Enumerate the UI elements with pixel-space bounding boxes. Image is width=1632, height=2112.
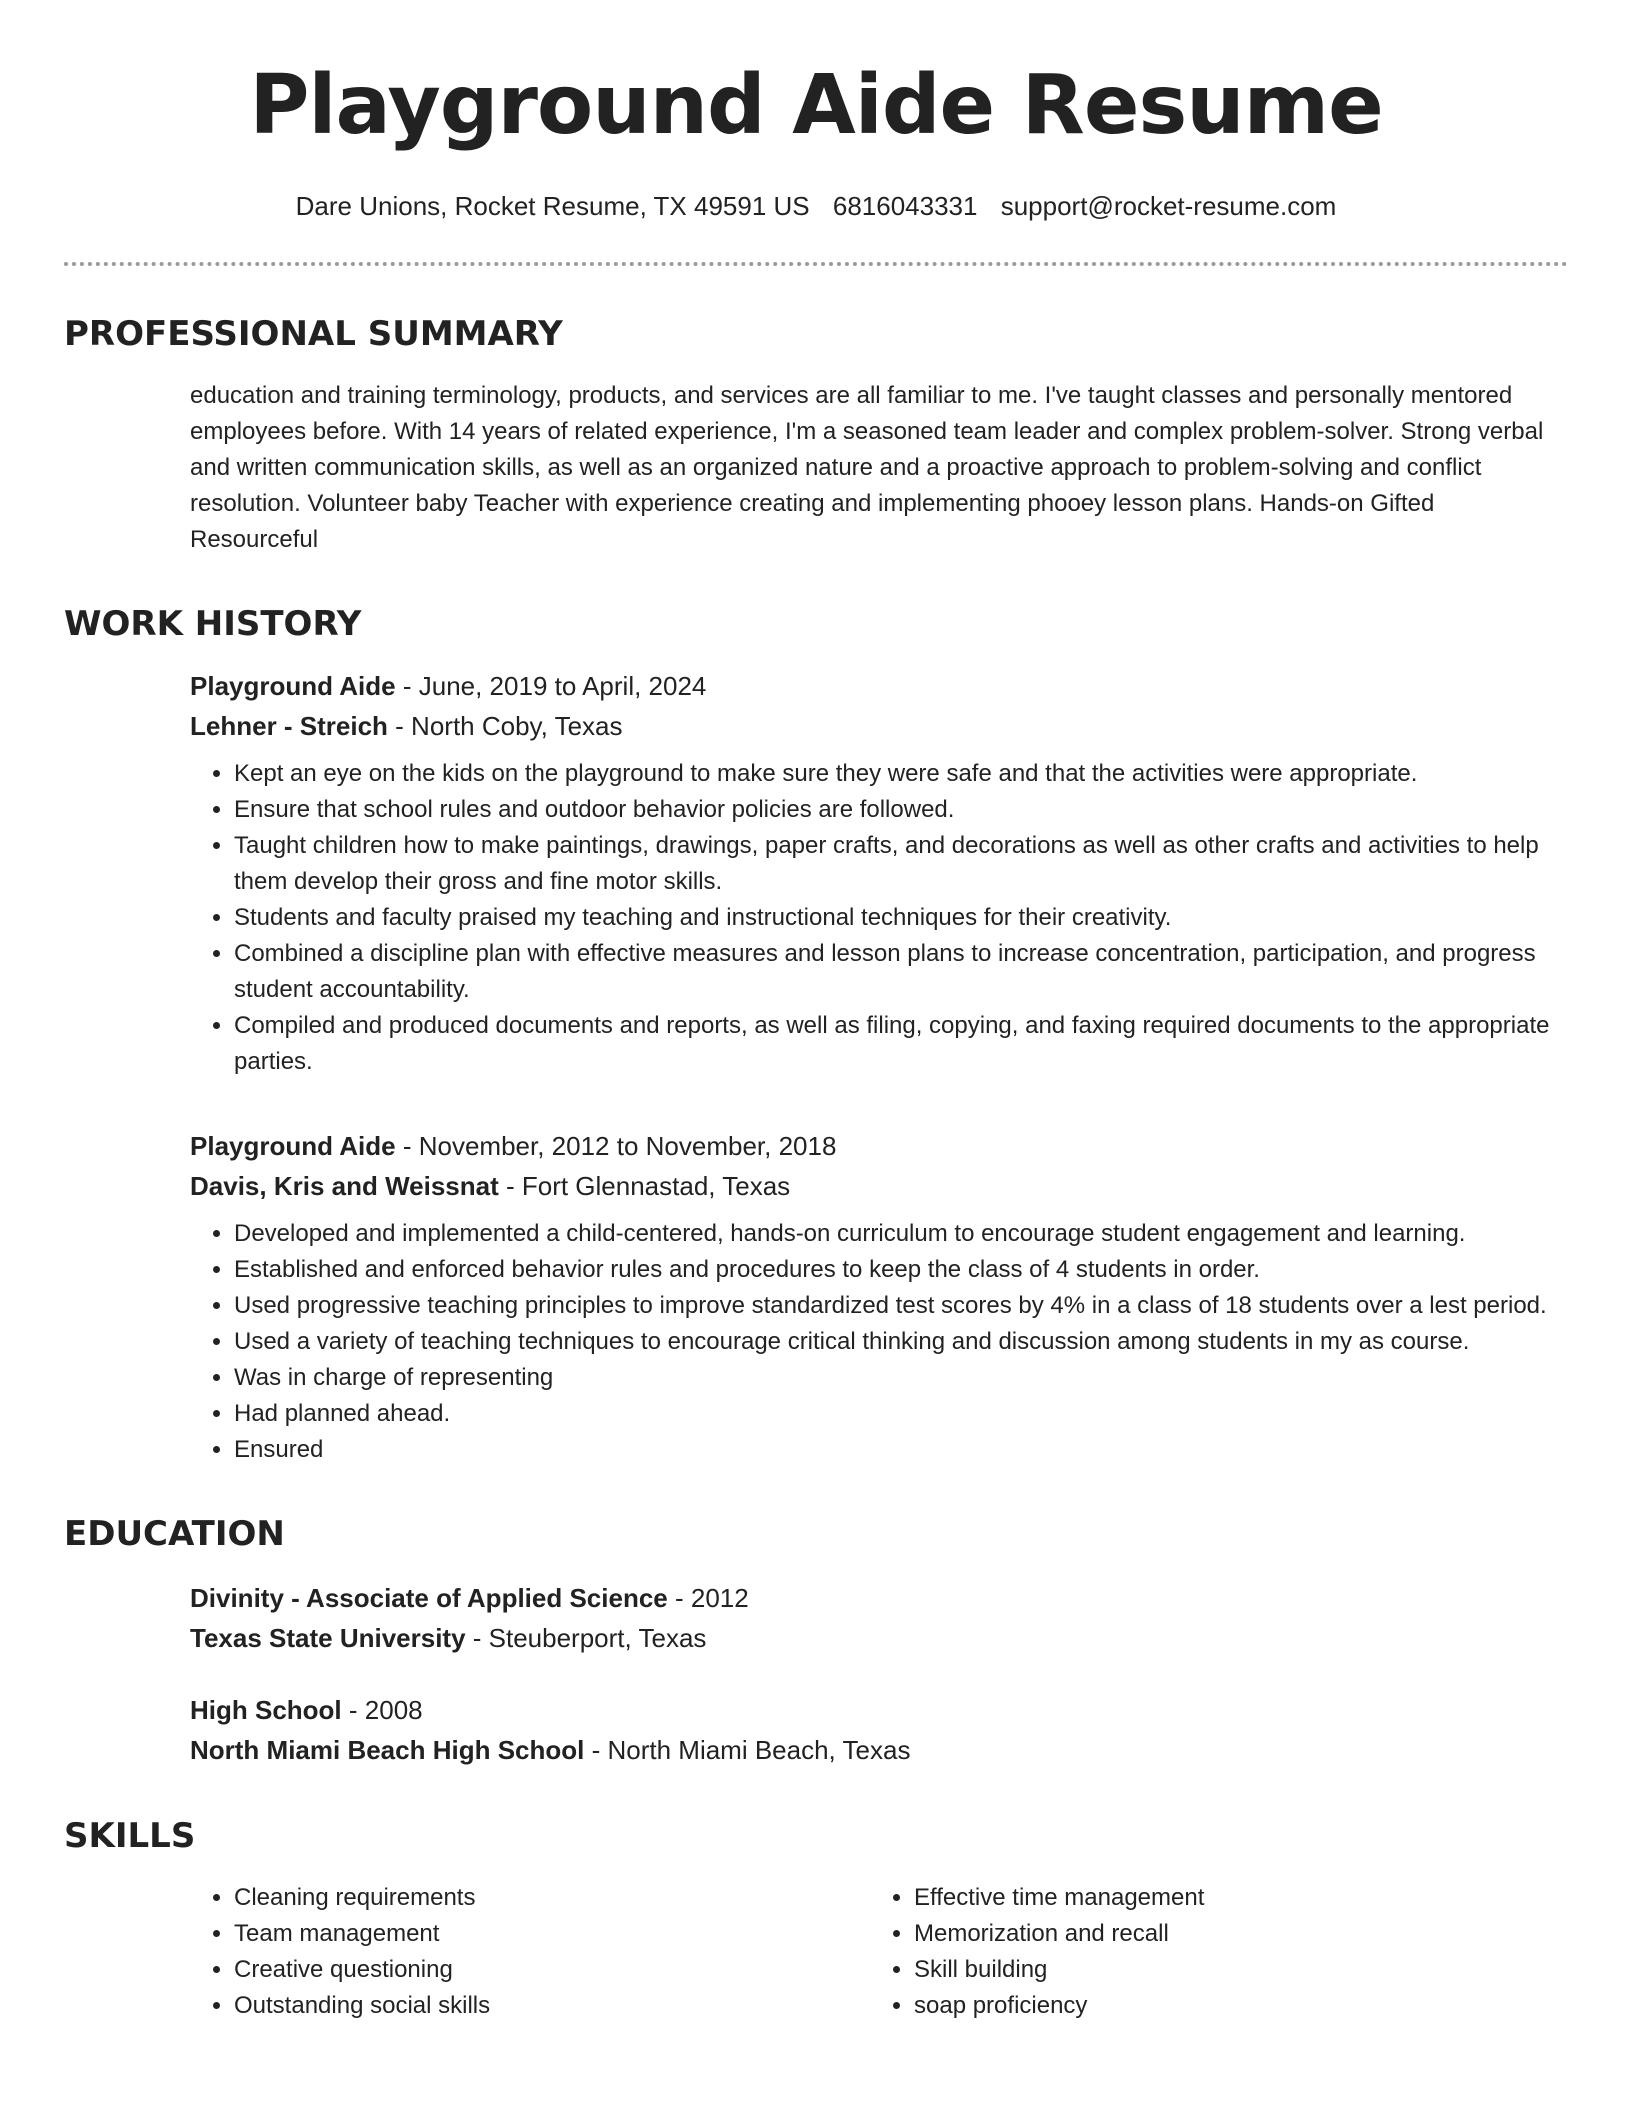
skills-column-left xyxy=(190,1880,870,2024)
education-entry xyxy=(190,1690,1568,1770)
school: Texas State University xyxy=(190,1623,466,1653)
list-item: • Had planned ahead. xyxy=(234,1396,1568,1432)
job-duties xyxy=(190,1216,1568,1468)
job-duties xyxy=(190,756,1568,1080)
header-divider xyxy=(64,262,1568,266)
list-item: • Used a variety of teaching techniques to encourage critical thinking and discussion among students in my as course. xyxy=(234,1324,1568,1360)
job-location: - Fort Glennastad, Texas xyxy=(498,1171,791,1201)
work-history-heading: WORK HISTORY xyxy=(64,604,362,644)
job-role: Playground Aide xyxy=(190,1131,396,1161)
skills-column-right xyxy=(870,1880,1550,2024)
education-entry xyxy=(190,1578,1568,1658)
list-item: • Used progressive teaching principles to improve standardized test scores by 4% in a class of 18 students over a lest period. xyxy=(234,1288,1568,1324)
job-company: Lehner - Streich xyxy=(190,711,388,741)
education-heading: EDUCATION xyxy=(64,1514,285,1554)
degree: High School xyxy=(190,1695,342,1725)
list-item: • Creative questioning xyxy=(234,1952,870,1988)
list-item: • Compiled and produced documents and reports, as well as filing, copying, and faxing required documents to the appropriate parties. xyxy=(234,1008,1568,1080)
school-location: - North Miami Beach, Texas xyxy=(584,1735,911,1765)
list-item: • Effective time management xyxy=(914,1880,1550,1916)
list-item: • Ensure that school rules and outdoor behavior policies are followed. xyxy=(234,792,1568,828)
school: North Miami Beach High School xyxy=(190,1735,585,1765)
contact-address: Dare Unions, Rocket Resume, TX 49591 US xyxy=(295,191,810,221)
degree-line xyxy=(190,1578,1568,1618)
job-company: Davis, Kris and Weissnat xyxy=(190,1171,499,1201)
job-role: Playground Aide xyxy=(190,671,396,701)
work-history-section xyxy=(64,602,1568,1468)
skills-section xyxy=(64,1814,1568,2024)
job-entry xyxy=(190,666,1568,1080)
list-item: • Cleaning requirements xyxy=(234,1880,870,1916)
school-location: - Steuberport, Texas xyxy=(465,1623,707,1653)
list-item: • Memorization and recall xyxy=(914,1916,1550,1952)
degree-line xyxy=(190,1690,1568,1730)
job-company-line xyxy=(190,1166,1568,1206)
list-item: • Developed and implemented a child-centered, hands-on curriculum to encourage student engagement and learning. xyxy=(234,1216,1568,1252)
job-title-line xyxy=(190,1126,1568,1166)
job-dates: - June, 2019 to April, 2024 xyxy=(395,671,707,701)
skills-heading: SKILLS xyxy=(64,1816,196,1856)
list-item: • Ensured xyxy=(234,1432,1568,1468)
contact-line xyxy=(64,188,1568,224)
resume-title: Playground Aide Resume xyxy=(249,58,1383,153)
list-item: • Was in charge of representing xyxy=(234,1360,1568,1396)
job-company-line xyxy=(190,706,1568,746)
degree-year: - 2012 xyxy=(667,1583,749,1613)
education-section xyxy=(64,1512,1568,1770)
skills-grid xyxy=(190,1880,1568,2024)
summary-section xyxy=(64,312,1568,558)
job-entry xyxy=(190,1126,1568,1468)
contact-phone: 6816043331 xyxy=(832,191,978,221)
job-location: - North Coby, Texas xyxy=(387,711,623,741)
list-item: • Taught children how to make paintings, drawings, paper crafts, and decorations as well as other crafts and activities to help them develop their gross and fine motor skills. xyxy=(234,828,1568,900)
list-item: • Students and faculty praised my teaching and instructional techniques for their creativity. xyxy=(234,900,1568,936)
degree: Divinity - Associate of Applied Science xyxy=(190,1583,668,1613)
list-item: • Kept an eye on the kids on the playground to make sure they were safe and that the activities were appropriate. xyxy=(234,756,1568,792)
list-item: • Outstanding social skills xyxy=(234,1988,870,2024)
school-line xyxy=(190,1618,1568,1658)
skills-list xyxy=(190,1880,870,2024)
contact-email: support@rocket-resume.com xyxy=(1000,191,1337,221)
school-line xyxy=(190,1730,1568,1770)
list-item: • Established and enforced behavior rules and procedures to keep the class of 4 students in order. xyxy=(234,1252,1568,1288)
list-item: • soap proficiency xyxy=(914,1988,1550,2024)
job-title-line xyxy=(190,666,1568,706)
summary-heading: PROFESSIONAL SUMMARY xyxy=(64,314,563,354)
list-item: • Combined a discipline plan with effective measures and lesson plans to increase concentration, participation, and progress student accountability. xyxy=(234,936,1568,1008)
list-item: • Team management xyxy=(234,1916,870,1952)
degree-year: - 2008 xyxy=(341,1695,423,1725)
job-dates: - November, 2012 to November, 2018 xyxy=(395,1131,837,1161)
list-item: • Skill building xyxy=(914,1952,1550,1988)
skills-list xyxy=(870,1880,1550,2024)
summary-text: education and training terminology, products, and services are all familiar to me. I've taught classes and personally mentored employees before. With 14 years of related experience, I'm a seasoned team leader and complex problem-solver. Strong verbal and written communication skills, as well as an organized nature and a proactive approach to problem-solving and conflict resolution. Volunteer baby Teacher with experience creating and implementing phooey lesson plans. Hands-on Gifted Resourceful xyxy=(190,382,1544,553)
